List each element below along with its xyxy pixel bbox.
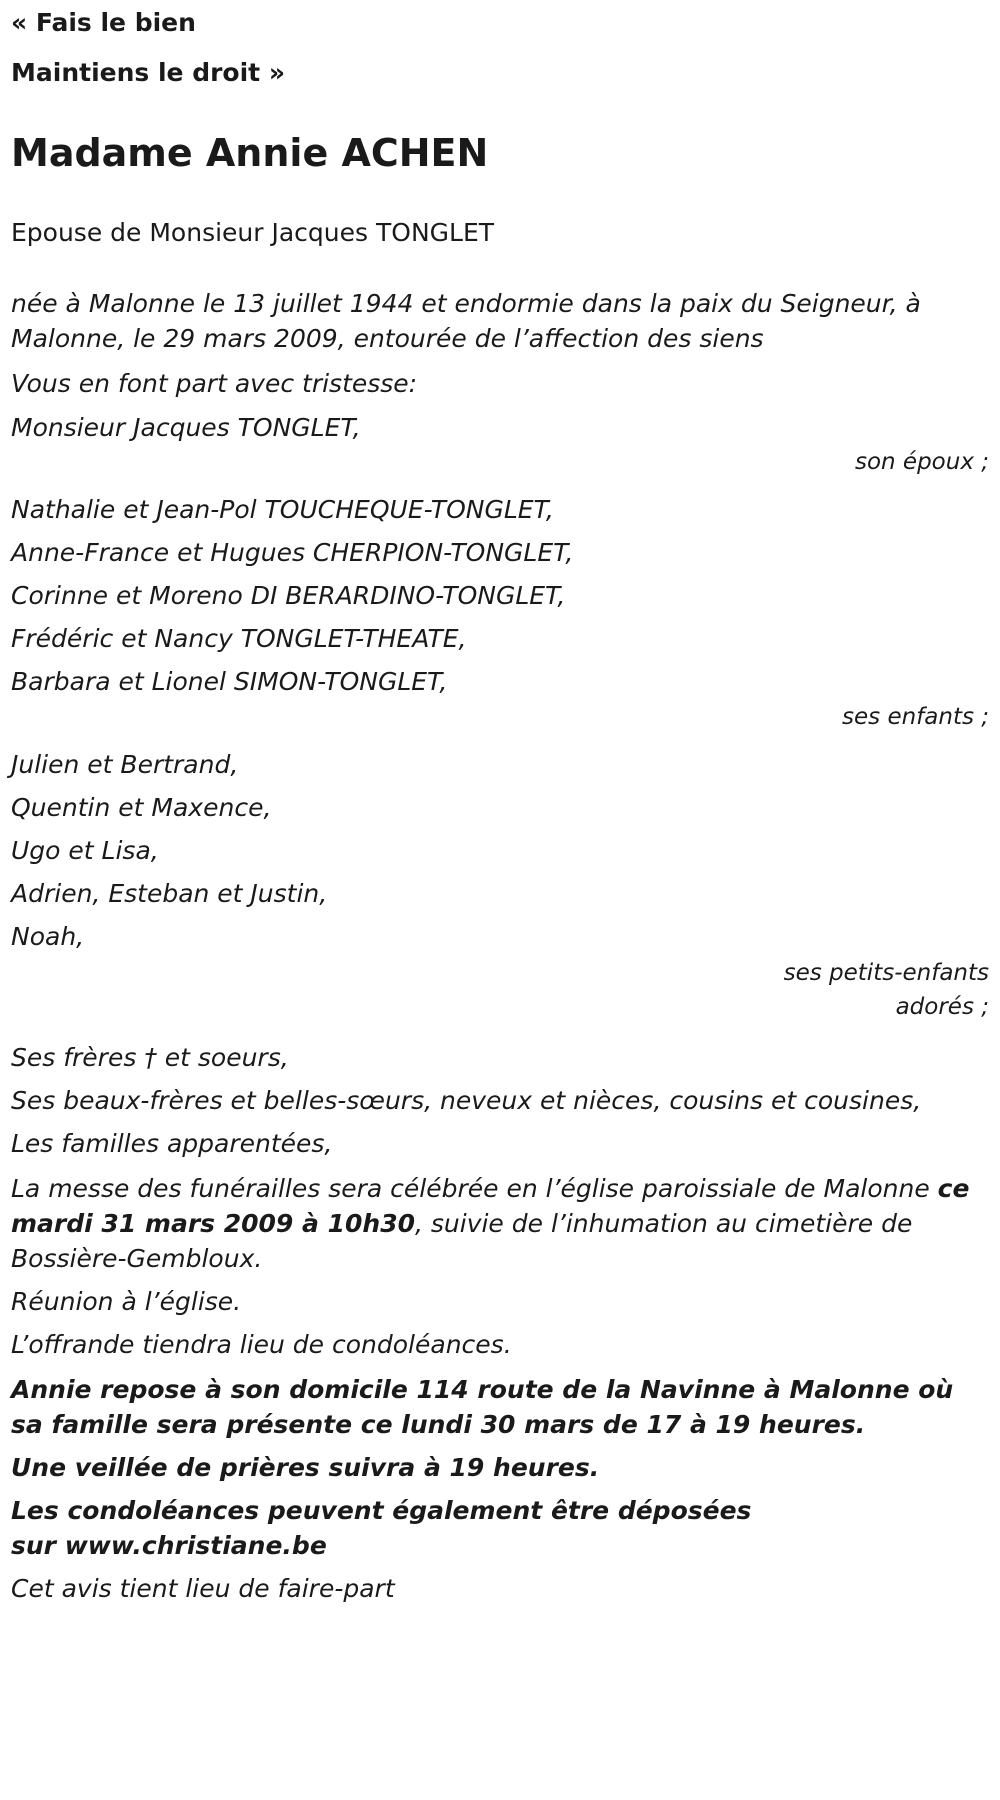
grandchildren-section (11, 743, 990, 1024)
child-name: Anne-France et Hugues CHERPION-TONGLET, (11, 538, 574, 567)
grandchildren-role-line-1: ses petits-enfants (783, 960, 989, 986)
spouse-name: Monsieur Jacques TONGLET, (11, 413, 361, 442)
vigil-line: Une veillée de prières suivra à 19 heures. (11, 1453, 600, 1482)
grandchild-name: Julien et Bertrand, (11, 750, 239, 779)
child-name: Frédéric et Nancy TONGLET-THEATE, (11, 624, 467, 653)
motto-line-2: Maintiens le droit » (11, 58, 285, 87)
other-family-section (11, 1036, 990, 1165)
children-section (11, 488, 990, 733)
closing-line: Cet avis tient lieu de faire-part (11, 1574, 395, 1603)
children-role: ses enfants ; (842, 704, 989, 730)
meeting-line: Réunion à l’église. (11, 1287, 242, 1316)
visitation-paragraph: Annie repose à son domicile 114 route de la Navinne à Malonne où sa famille sera présente ce lundi 30 mars de 17 à 19 heures. (11, 1375, 954, 1439)
announce-intro: Vous en font part avec tristesse: (11, 369, 418, 398)
funeral-date: ce mardi 31 mars 2009 à 10h30 (11, 1174, 970, 1238)
funeral-text-before: La messe des funérailles sera célébrée en l’église paroissiale de Malonne (11, 1174, 938, 1203)
child-name: Nathalie et Jean-Pol TOUCHEQUE-TONGLET, (11, 495, 554, 524)
family-line: Ses beaux-frères et belles-sœurs, neveux et nièces, cousins et cousines, (11, 1086, 922, 1115)
birth-death-paragraph: née à Malonne le 13 juillet 1944 et endormie dans la paix du Seigneur, à Malonne, le 29 mars 2009, entourée de l’affection des siens (11, 289, 921, 353)
funeral-paragraph (11, 1171, 990, 1276)
condolences-paragraph: Les condoléances peuvent également être déposées sur www.christiane.be (11, 1496, 752, 1560)
spouse-role: son époux ; (854, 449, 989, 475)
grandchild-name: Quentin et Maxence, (11, 793, 272, 822)
spouse-of-line: Epouse de Monsieur Jacques TONGLET (11, 218, 495, 247)
grandchild-name: Noah, (11, 922, 85, 951)
spouse-section (11, 408, 990, 478)
offering-line: L’offrande tiendra lieu de condoléances. (11, 1330, 512, 1359)
family-line: Ses frères † et soeurs, (11, 1043, 289, 1072)
family-line: Les familles apparentées, (11, 1129, 333, 1158)
child-name: Corinne et Moreno DI BERARDINO-TONGLET, (11, 581, 566, 610)
motto-line-1: « Fais le bien (11, 8, 196, 37)
child-name: Barbara et Lionel SIMON-TONGLET, (11, 667, 448, 696)
grandchild-name: Ugo et Lisa, (11, 836, 159, 865)
deceased-name: Madame Annie ACHEN (11, 131, 489, 175)
funeral-text-after: , suivie de l’inhumation au cimetière de Bossière-Gembloux. (11, 1209, 913, 1273)
grandchildren-role-line-2: adorés ; (895, 994, 989, 1020)
grandchild-name: Adrien, Esteban et Justin, (11, 879, 328, 908)
